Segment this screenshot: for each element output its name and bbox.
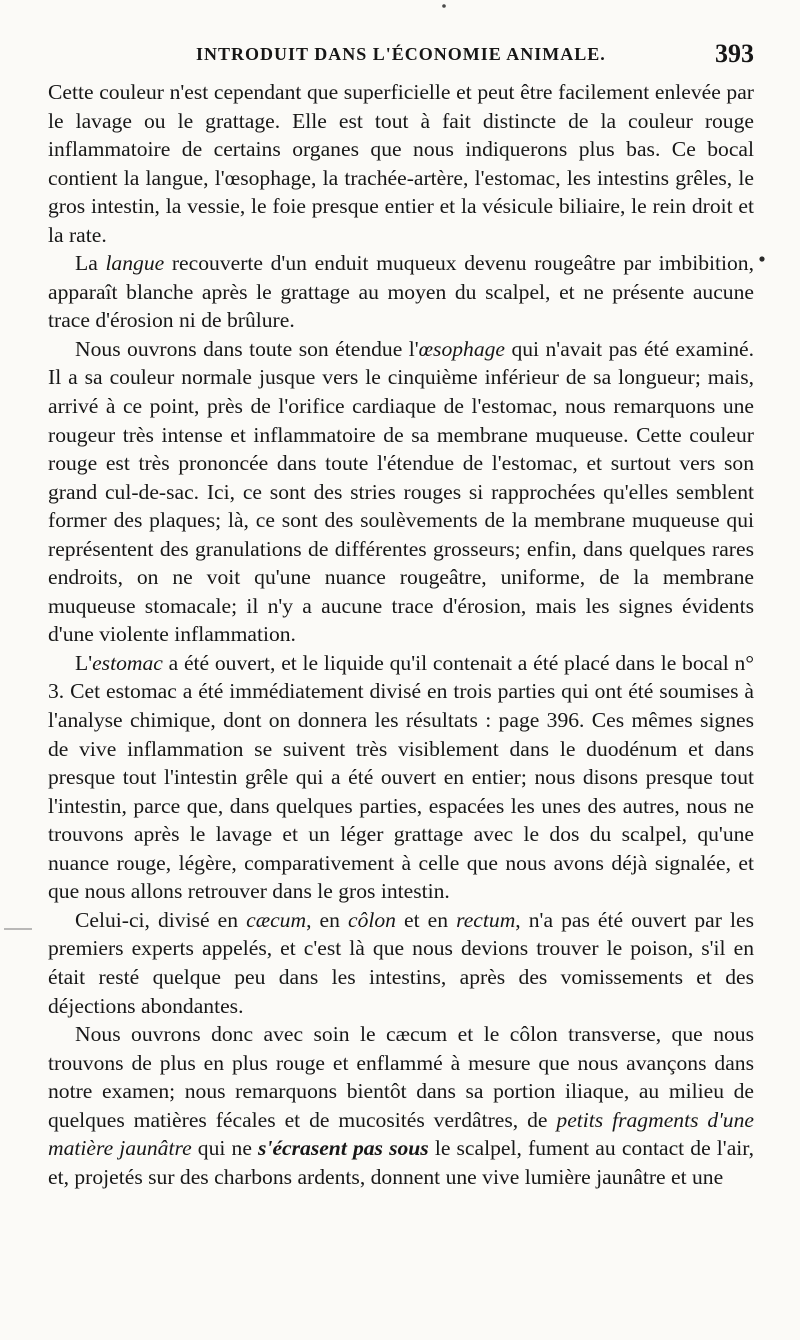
paragraph-5-italic-3: rectum: [456, 907, 516, 932]
paragraph-5-italic-2: côlon: [347, 907, 396, 932]
paragraph-5-rest: , n'a pas été ouvert par les premiers experts appelés, et c'est là que nous devions trouver le poison, s'il en était resté quelque peu dans les intestins, après des vomissements et des déjections abondantes.: [48, 907, 754, 1018]
paragraph-3: [48, 335, 754, 649]
paragraph-2-rest: recouverte d'un enduit muqueux devenu rougeâtre par imbibition, apparaît blanche après le grattage au moyen du scalpel, et ne présente aucune trace d'érosion ni de brûlure.: [48, 251, 754, 333]
paragraph-6-rest: le scalpel, fument au contact de l'air, et, projetés sur des charbons ardents, donnent une vive lumière jaunâtre et une: [48, 1136, 754, 1189]
paragraph-3-rest: qui n'avait pas été examiné. Il a sa couleur normale jusque vers le cinquième inférieur de sa longueur; mais, arrivé à ce point, près de l'orifice cardiaque de l'estomac, nous remarquons une rougeur très intense et inflammatoire de sa membrane muqueuse. Cette couleur rouge est très prononcée dans toute l'étendue de l'estomac, et surtout vers son grand cul-de-sac. Ici, ce sont des stries rouges si rapprochées qu'elles semblent former des plaques; là, ce sont des soulèvements de la membrane muqueuse qui représentent des granulations de différentes grosseurs; enfin, dans quelques rares endroits, on ne voit qu'une nuance rougeâtre, uniforme, de la membrane muqueuse stomacale; il n'y a aucune trace d'érosion, mais les signes évidents d'une violente inflammation.: [48, 336, 754, 647]
paragraph-3-lead: Nous ouvrons dans toute son étendue l': [75, 336, 419, 361]
paragraph-6-italic-1: petits fragments d'une matière jaunâtre: [48, 1107, 754, 1161]
paragraph-5: [48, 906, 754, 1020]
paragraph-5-mid-2: et en: [395, 907, 457, 932]
paragraph-5-italic-1: cæcum: [246, 907, 307, 932]
ink-speck: [442, 4, 446, 8]
paragraph-2-italic: langue: [105, 251, 165, 276]
paragraph-3-italic: œsophage: [418, 336, 506, 361]
page-header: [48, 34, 754, 78]
paragraph-1: Cette couleur n'est cependant que superficielle et peut être facilement enlevée par le lavage ou le grattage. Elle est tout à fait distincte de la couleur rouge inflammatoire de certains organes que nous indiquerons plus bas. Ce bocal contient la langue, l'œsophage, la trachée-artère, l'estomac, les intestins grêles, le gros intestin, la vessie, le foie presque entier et la vésicule biliaire, le rein droit et la rate.: [48, 80, 754, 247]
body-text: [48, 78, 754, 1191]
paragraph-2: [48, 249, 754, 335]
paragraph-4-rest: a été ouvert, et le liquide qu'il contenait a été placé dans le bocal n° 3. Cet estomac a été immédiatement divisé en trois parties qui ont été soumises à l'analyse chimique, dont on donnera les résultats : page 396. Ces mêmes signes de vive inflammation se suivent très visiblement dans le duodénum et dans presque tout l'intestin grêle qui a été ouvert en entier; nous disons presque tout l'intestin, parce que, dans quelques parties, espacées les unes des autres, nous ne trouvons après le lavage et un léger grattage avec le dos du scalpel, qu'une nuance rouge, légère, comparativement à celle que nous avons déjà signalée, et que nous allons retrouver dans le gros intestin.: [48, 650, 754, 904]
page-number: 393: [715, 39, 754, 68]
running-head: INTRODUIT DANS L'ÉCONOMIE ANIMALE.: [196, 44, 606, 64]
paragraph-6-lead: Nous ouvrons donc avec soin le cæcum et le côlon transverse, que nous trouvons de plus en plus rouge et enflammé à mesure que nous avançons dans notre examen; nous remarquons bientôt dans sa portion iliaque, au milieu de quelques matières fécales et de mucosités verdâtres, de: [48, 1022, 754, 1132]
paragraph-2-lead: La: [75, 251, 106, 276]
paragraph-6-mid: qui ne: [191, 1136, 259, 1161]
paragraph-5-mid-1: , en: [306, 907, 348, 932]
paragraph-4-lead: L': [75, 650, 93, 675]
ink-speck: [759, 256, 764, 261]
paragraph-6: [48, 1020, 754, 1191]
paragraph-4: [48, 649, 754, 906]
paragraph-6-italic-2: s'écrasent pas sous: [258, 1136, 429, 1161]
paragraph-4-italic: estomac: [92, 650, 163, 675]
paragraph-5-lead: Celui-ci, divisé en: [75, 907, 247, 932]
